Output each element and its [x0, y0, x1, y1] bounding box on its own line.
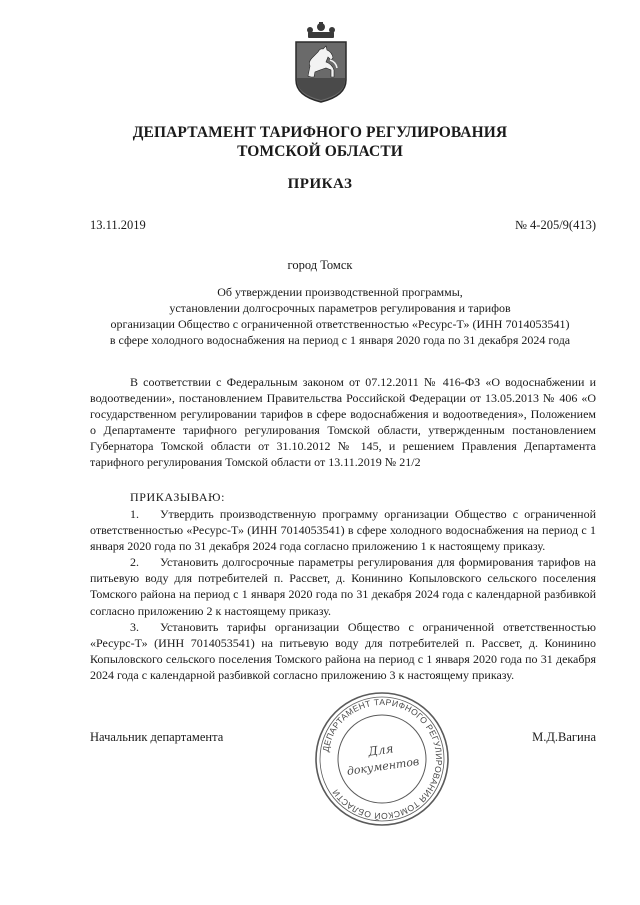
stamp-center-line2: документов — [346, 754, 421, 778]
item-text: Установить долгосрочные параметры регулирования для формирования тарифов на питьевую воду для потребителей п. Рассвет, д. Конинино Копыловского сельского поселения Томского района на период с 1 января 2020 года по 31 декабря 2024 года с календарной разбивкой согласно приложению 2 к настоящему приказу. — [90, 555, 596, 618]
coat-of-arms-emblem — [290, 22, 352, 104]
department-title-line1: ДЕПАРТАМЕНТ ТАРИФНОГО РЕГУЛИРОВАНИЯ — [132, 124, 508, 141]
item-number: 3. — [130, 619, 139, 634]
item-text: Утвердить производственную программу организации Общество с ограниченной ответственностью «Ресурс-Т» (ИНН 7014053541) в сфере холодного водоснабжения на период с 1 января 2020 года по 31 декабря 2024 года согласно приложению 1 к настоящему приказу. — [90, 507, 596, 554]
preamble-paragraph: В соответствии с Федеральным законом от 07.12.2011 № 416-ФЗ «О водоснабжении и водоотведении», постановлением Правительства Российской Федерации от 13.05.2013 № 406 «О государственном регулировании тарифов в сфере водоснабжения и водоотведения», Положением о Департаменте тарифного регулирования Томской области, утвержденным постановлением Губернатора Томской области от 31.10.2012 № 145, и решением Правления Департамента тарифного регулирования Томской области от 13.11.2019 № 21/2 — [90, 375, 596, 470]
subject-line: в сфере холодного водоснабжения на период с 1 января 2020 года по 31 декабря 2024 года — [109, 333, 571, 347]
order-items-list — [90, 506, 596, 683]
subject-line: установлении долгосрочных параметров регулирования и тарифов — [169, 301, 511, 315]
order-date: 13.11.2019 — [90, 218, 146, 232]
order-subject — [80, 284, 600, 348]
signatory-position: Начальник департамента — [90, 730, 224, 744]
subject-line: организации Общество с ограниченной ответственностью «Ресурс-Т» (ИНН 7014053541) — [110, 317, 570, 331]
signatory-name: М.Д.Вагина — [532, 730, 596, 744]
order-item — [90, 506, 596, 554]
order-item — [90, 619, 596, 683]
document-type-heading: ПРИКАЗ — [287, 176, 353, 192]
order-item — [90, 554, 596, 618]
department-title-line2: ТОМСКОЙ ОБЛАСТИ — [237, 143, 403, 160]
item-number: 2. — [130, 555, 139, 570]
subject-line: Об утверждении производственной программы, — [217, 285, 463, 299]
city-name: город Томск — [287, 258, 353, 272]
stamp-ring-text: ДЕПАРТАМЕНТ ТАРИФНОГО РЕГУЛИРОВАНИЯ ТОМСКОЙ ОБЛАСТИ — [320, 696, 445, 822]
item-text: Установить тарифы организации Общество с ограниченной ответственностью «Ресурс-Т» (ИНН 7014053541) на питьевую воду для потребителей п. Рассвет, д. Конинино Копыловского сельского поселения Томского района на период с 1 января 2020 года по 31 декабря 2024 года с календарной разбивкой согласно приложению 3 к настоящему приказу. — [90, 619, 596, 682]
item-number: 1. — [130, 507, 139, 521]
stamp-center-line1: Для — [367, 741, 395, 759]
official-stamp — [313, 690, 451, 828]
order-command-word: ПРИКАЗЫВАЮ: — [130, 490, 226, 504]
order-number: № 4-205/9(413) — [514, 218, 596, 232]
